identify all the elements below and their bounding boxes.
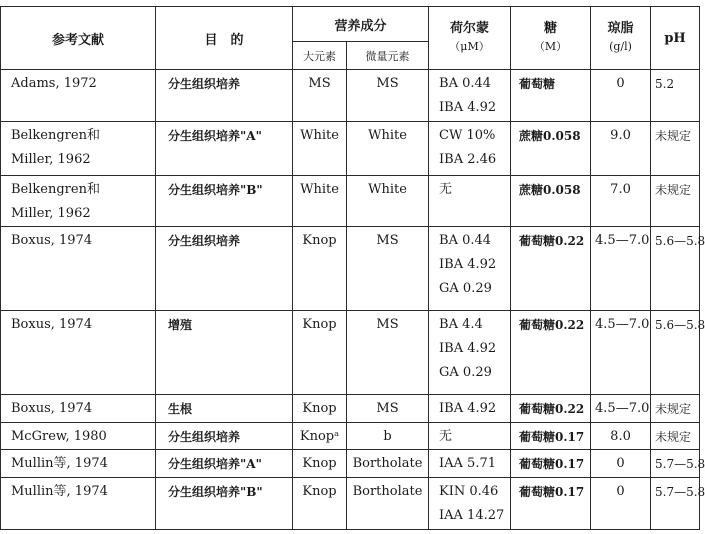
- header-reference: 参考文献: [1, 7, 156, 70]
- cell-macro: Knop: [293, 395, 347, 423]
- cell-hormone-line: KIN 0.46: [439, 484, 499, 499]
- cell-purpose: 增殖: [156, 311, 293, 395]
- cell-ph: 5.6—5.8: [651, 311, 700, 395]
- cell-macro: Knop: [293, 478, 347, 530]
- cell-ph: 5.6—5.8: [651, 227, 700, 311]
- cell-reference-line: Boxus, 1974: [11, 401, 93, 416]
- cell-micro: Bortholate: [347, 478, 429, 530]
- header-micro: 微量元素: [347, 42, 429, 70]
- cell-agar: 4.5—7.0: [591, 395, 651, 423]
- cell-micro: MS: [347, 70, 429, 122]
- cell-reference-line: Belkengren和: [11, 182, 100, 197]
- cell-micro: White: [347, 176, 429, 227]
- cell-ph: 5.7—5.8: [651, 478, 700, 530]
- cell-macro: Knop: [293, 450, 347, 478]
- header-sugar-name: 糖: [544, 21, 558, 36]
- cell-agar: 4.5—7.0: [591, 311, 651, 395]
- table-row: [1, 395, 700, 423]
- table-row: [1, 450, 700, 478]
- cell-agar: 0: [591, 450, 651, 478]
- cell-sugar: 葡萄糖0.22: [511, 227, 591, 311]
- cell-hormone-line: IBA 4.92: [439, 401, 497, 416]
- cell-hormone: [429, 176, 511, 227]
- cell-ph: 未规定: [651, 395, 700, 423]
- cell-hormone-line: IAA 14.27: [439, 508, 505, 523]
- header-ph: pH: [651, 7, 700, 70]
- cell-agar: 0: [591, 70, 651, 122]
- cell-reference: [1, 176, 156, 227]
- cell-macro: Knopᵃ: [293, 423, 347, 450]
- cell-agar: 4.5—7.0: [591, 227, 651, 311]
- cell-macro: Knop: [293, 227, 347, 311]
- table-row: [1, 227, 700, 311]
- cell-ph: 未规定: [651, 122, 700, 176]
- cell-sugar: 蔗糖0.058: [511, 176, 591, 227]
- cell-hormone-line: BA 4.4: [439, 317, 483, 332]
- cell-reference-line: Mullin等, 1974: [11, 456, 108, 471]
- cell-macro: White: [293, 122, 347, 176]
- cell-reference-line: Adams, 1972: [11, 76, 97, 91]
- cell-macro: MS: [293, 70, 347, 122]
- cell-ph: 未规定: [651, 176, 700, 227]
- table-row: [1, 122, 700, 176]
- cell-micro: Bortholate: [347, 450, 429, 478]
- cell-hormone-line: IBA 4.92: [439, 341, 497, 356]
- cell-macro: Knop: [293, 311, 347, 395]
- cell-ph: 5.2: [651, 70, 700, 122]
- table-row: [1, 311, 700, 395]
- header-hormone-name: 荷尔蒙: [450, 21, 490, 36]
- cell-purpose: 分生组织培养: [156, 70, 293, 122]
- table-row: [1, 70, 700, 122]
- cell-sugar: 葡萄糖0.22: [511, 395, 591, 423]
- header-agar-name: 琼脂: [607, 21, 634, 36]
- cell-purpose: 分生组织培养"A": [156, 122, 293, 176]
- cell-hormone-line: IAA 5.71: [439, 456, 497, 471]
- cell-hormone: [429, 227, 511, 311]
- cell-sugar: 葡萄糖0.17: [511, 423, 591, 450]
- cell-hormone-line: BA 0.44: [439, 76, 492, 91]
- cell-sugar: 葡萄糖0.17: [511, 478, 591, 530]
- cell-hormone: [429, 395, 511, 423]
- cell-hormone: [429, 122, 511, 176]
- cell-hormone: [429, 450, 511, 478]
- cell-agar: 7.0: [591, 176, 651, 227]
- cell-purpose: 分生组织培养"A": [156, 450, 293, 478]
- culture-media-table: [0, 6, 705, 530]
- header-macro: 大元素: [293, 42, 347, 70]
- table-row: [1, 423, 700, 450]
- cell-micro: MS: [347, 227, 429, 311]
- header-nutrients: 营养成分: [293, 7, 429, 42]
- cell-hormone: [429, 423, 511, 450]
- header-agar: [591, 7, 651, 70]
- table-row: [1, 478, 700, 530]
- cell-reference: [1, 311, 156, 395]
- cell-micro: MS: [347, 311, 429, 395]
- cell-purpose: 分生组织培养: [156, 227, 293, 311]
- cell-reference: [1, 450, 156, 478]
- cell-hormone: [429, 70, 511, 122]
- cell-reference-line: Boxus, 1974: [11, 317, 93, 332]
- cell-hormone: [429, 311, 511, 395]
- cell-micro: b: [347, 423, 429, 450]
- cell-purpose: 分生组织培养"B": [156, 176, 293, 227]
- cell-reference: [1, 122, 156, 176]
- table-row: [1, 176, 700, 227]
- cell-reference: [1, 395, 156, 423]
- cell-hormone-line: BA 0.44: [439, 233, 492, 248]
- cell-hormone-line: IBA 4.92: [439, 100, 497, 115]
- cell-agar: 9.0: [591, 122, 651, 176]
- table-header: [1, 7, 700, 70]
- header-purpose: 目 的: [156, 7, 293, 70]
- cell-sugar: 蔗糖0.058: [511, 122, 591, 176]
- cell-hormone-line: IBA 4.92: [439, 257, 497, 272]
- cell-sugar: 葡萄糖0.22: [511, 311, 591, 395]
- cell-purpose: 生根: [156, 395, 293, 423]
- cell-sugar: 葡萄糖: [511, 70, 591, 122]
- cell-reference: [1, 227, 156, 311]
- header-sugar: [511, 7, 591, 70]
- cell-reference-line: Miller, 1962: [11, 206, 91, 221]
- cell-reference-line: Miller, 1962: [11, 152, 91, 167]
- cell-reference-line: Mullin等, 1974: [11, 484, 108, 499]
- cell-purpose: 分生组织培养: [156, 423, 293, 450]
- cell-hormone-line: GA 0.29: [439, 365, 492, 380]
- cell-reference-line: McGrew, 1980: [11, 429, 107, 444]
- cell-hormone-line: GA 0.29: [439, 281, 492, 296]
- cell-hormone: [429, 478, 511, 530]
- cell-hormone-line: 无: [439, 429, 453, 444]
- cell-hormone-line: CW 10%: [439, 128, 496, 143]
- cell-ph: 5.7—5.8: [651, 450, 700, 478]
- cell-reference: [1, 478, 156, 530]
- cell-reference-line: Belkengren和: [11, 128, 100, 143]
- cell-reference-line: Boxus, 1974: [11, 233, 93, 248]
- header-sugar-unit: （M）: [533, 40, 568, 53]
- cell-macro: White: [293, 176, 347, 227]
- header-hormone-unit: （μM）: [449, 40, 490, 53]
- cell-agar: 0: [591, 478, 651, 530]
- cell-micro: White: [347, 122, 429, 176]
- header-hormone: [429, 7, 511, 70]
- cell-hormone-line: 无: [439, 182, 453, 197]
- table-body: [1, 70, 705, 530]
- header-agar-unit: (g/l): [609, 40, 632, 53]
- cell-reference: [1, 423, 156, 450]
- cell-reference: [1, 70, 156, 122]
- cell-agar: 8.0: [591, 423, 651, 450]
- cell-sugar: 葡萄糖0.17: [511, 450, 591, 478]
- cell-micro: MS: [347, 395, 429, 423]
- cell-hormone-line: IBA 2.46: [439, 152, 497, 167]
- cell-purpose: 分生组织培养"B": [156, 478, 293, 530]
- cell-ph: 未规定: [651, 423, 700, 450]
